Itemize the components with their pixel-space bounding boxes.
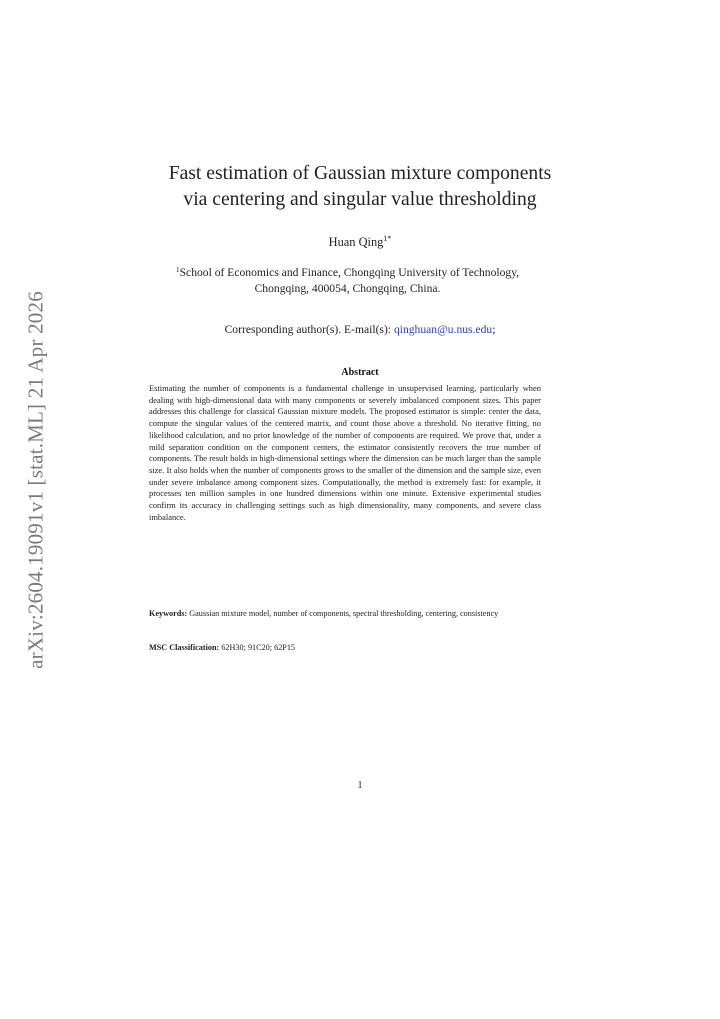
affiliation-block [130, 262, 565, 297]
paper-title [0, 161, 720, 213]
abstract-text: Estimating the number of components is a fundamental challenge in unsupervised learning, particularly when dealing with high-dimensional data with many components or severely imbalanced component sizes. This paper addresses this challenge for classical Gaussian mixture models. The proposed estimator is simple: center the data, compute the singular values of the centered matrix, and count those above a threshold. No iterative fitting, no likelihood calculation, and no prior knowledge of the number of components are required. We prove that, under a mild separation condition on the component centers, the estimator consistently recovers the true number of components. The result holds in high-dimensional settings where the dimension can be much larger than the sample size. It also holds when the number of components grows to the smaller of the dimension and the sample size, even under severe imbalance among component sizes. Computationally, the method is extremely fast: for example, it processes ten million samples in one hundred dimensions within one minute. Extensive experimental studies confirm its accuracy in challenging settings such as high dimensionality, many components, and severe class imbalance. [149, 383, 541, 522]
affiliation-line-1-text: School of Economics and Finance, Chongqing University of Technology, [179, 266, 520, 279]
email-link[interactable]: qinghuan@u.nus.edu [393, 323, 493, 336]
author-line [0, 234, 720, 250]
affiliation-line-1 [130, 262, 565, 281]
keywords-block [149, 608, 541, 620]
abstract-heading: Abstract [341, 367, 379, 378]
arxiv-identifier-stamp: arXiv:2604.19091v1 [stat.ML] 21 Apr 2026 [23, 291, 48, 669]
corresponding-author [0, 323, 720, 336]
affiliation-marker: 1 [175, 265, 180, 274]
msc-text: 62H30; 91C20; 62P15 [219, 643, 296, 652]
title-line-1: Fast estimation of Gaussian mixture components [168, 163, 552, 184]
keywords-text: Gaussian mixture model, number of components, spectral thresholding, centering, consistency [187, 609, 499, 618]
contact-suffix: ; [492, 323, 496, 336]
title-line-2: via centering and singular value thresholding [183, 189, 537, 210]
msc-classification [149, 643, 541, 652]
msc-label: MSC Classification: [149, 643, 220, 652]
contact-label: Corresponding author(s). E-mail(s): [224, 323, 394, 336]
author-superscript: 1* [383, 234, 392, 243]
author-name: Huan Qing [328, 235, 384, 249]
keywords-label: Keywords: [149, 609, 188, 618]
affiliation-line-2: Chongqing, 400054, Chongqing, China. [254, 282, 441, 295]
page-number: 1 [357, 780, 363, 791]
